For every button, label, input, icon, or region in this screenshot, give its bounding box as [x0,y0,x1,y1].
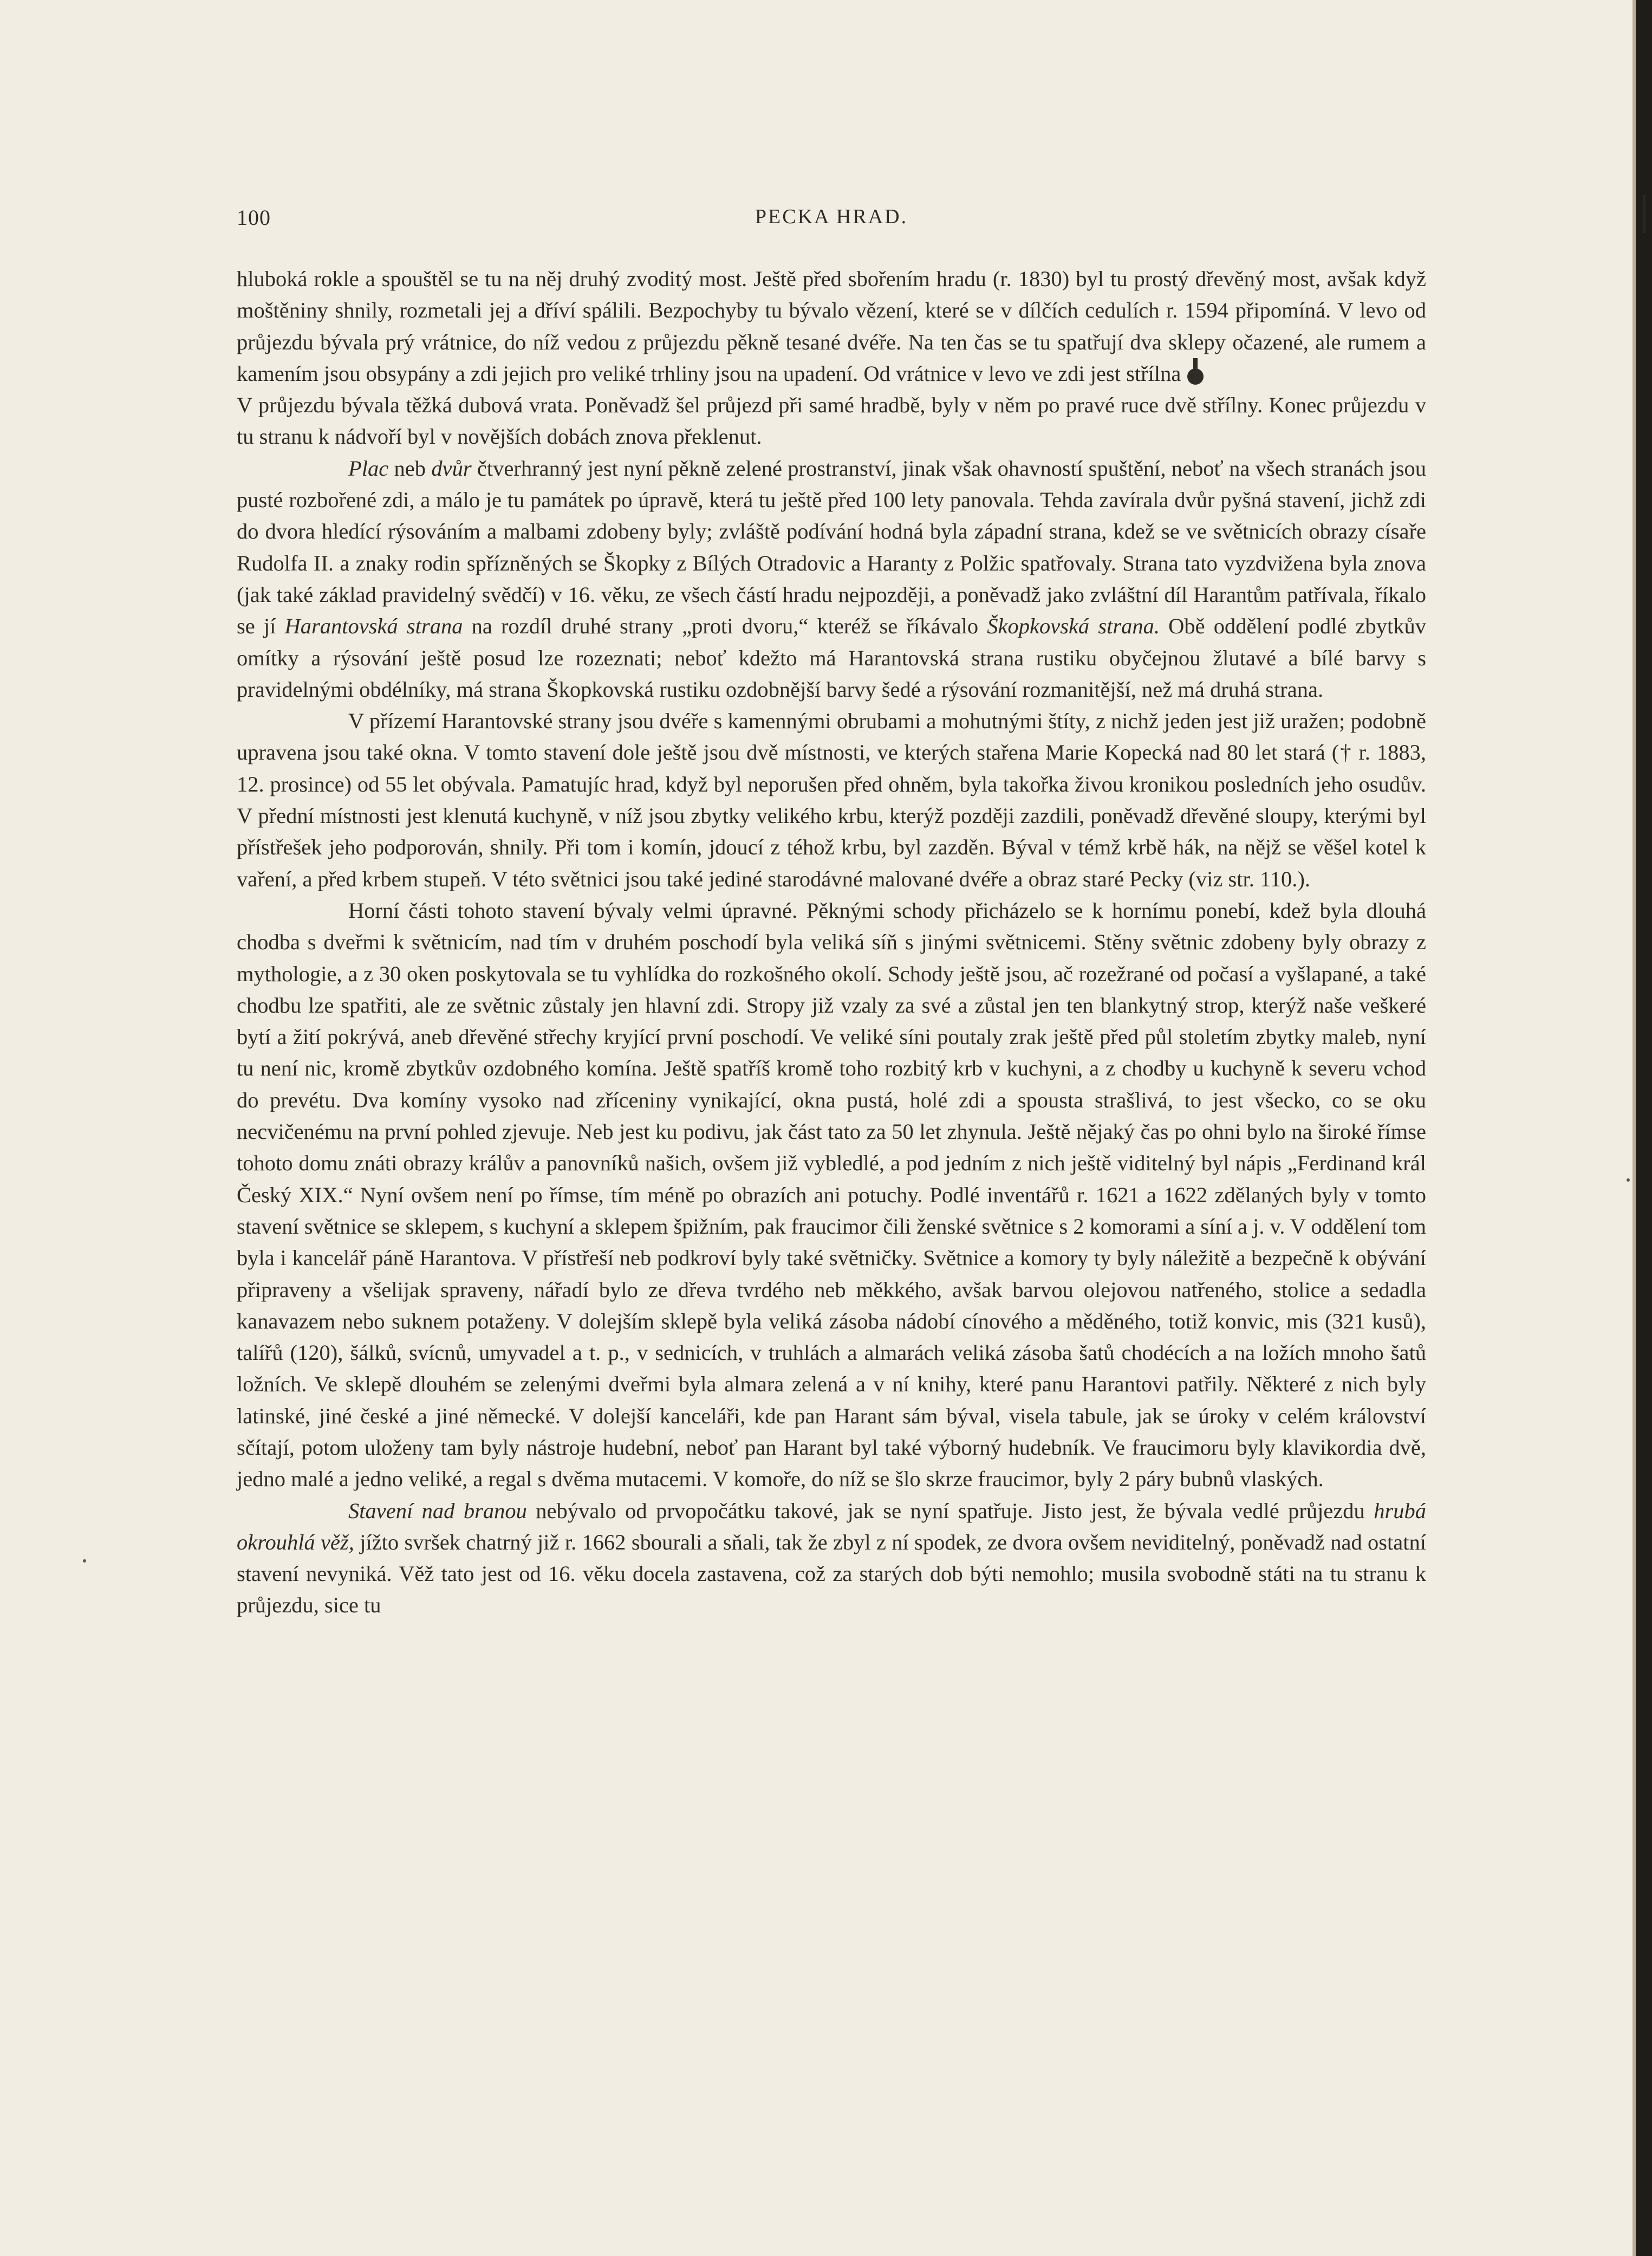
keyhole-loophole-icon [1186,358,1205,385]
italic-term: hrubá okrouhlá věž, [237,1498,1426,1554]
italic-term: Plac [348,456,389,481]
text-run: V přízemí Harantovské strany jsou dvéře s kamennými obrubami a mohutnými štíty, z nichž jeden jest již uražen; podobně upravena jsou také okna. V tomto stavení dole ještě jsou dvě místnosti, ve kterých stařena Marie Kopecká nad 80 let stará († r. 1883, 12. prosince) od 55 let obývala. Pamatujíc hrad, když byl neporušen před ohněm, byla takořka živou kronikou posledních jeho osudův. V přední místnosti jest klenutá kuchyně, v níž jsou zbytky velikého krbu, kterýž později zazdili, poněvadž dřevěné sloupy, kterými byl přístřešek jeho podporován, shnily. Při tom i komín, jdoucí z téhož krbu, byl zazděn. Býval v témž krbě hák, na nějž se věšel kotel k vaření, a před krbem stupeň. V této světnici jsou také jediné starodávné malované dvéře a obraz staré Pecky (viz str. 110.). [237,709,1426,891]
text-run: na rozdíl druhé strany „proti dvoru,“ kteréž se říkávalo [463,614,987,639]
text-run: jížto svršek chatrný již r. 1662 sbourali a sňali, tak že zbyl z ní spodek, ze dvora ovšem neviditelný, poněvadž nad ostatní stavení nevyniká. Věž tato jest od 16. věku docela zastavena, což za starých dob býti nemohlo; musila svobodně státi na tu stranu k průjezdu, sice tu [237,1529,1426,1618]
page-header [237,205,1426,237]
italic-term: dvůr [431,456,472,481]
italic-term: Škopkovská strana. [987,614,1160,639]
running-head: PECKA HRAD. [755,205,908,228]
book-spine [1636,0,1652,2256]
italic-term: Stavení nad branou [348,1498,527,1523]
text-run: Obě oddělení podlé zbytkův omítky a rýsování ještě posud lze rozeznati; neboť kdežto má Harantovská strana rustiku obyčejnou žlutavé a bílé barvy s pravidelnými obdélníky, má strana Škopkovská rustiku ozdobnější barvy šedé a rýsování rozmanitější, než má druhá strana. [237,614,1426,702]
page-number: 100 [237,205,271,230]
text-run: Horní části tohoto stavení bývaly velmi úpravné. Pěknými schody přicházelo se k hornímu ponebí, kdež byla dlouhá chodba s dveřmi k světnicím, nad tím v druhém poschodí byla veliká síň s jinými světnicemi. Stěny světnic zdobeny byly obrazy z mythologie, a z 30 oken poskytovala se tu vyhlídka do rozkošného okolí. Schody ještě jsou, ač rozežrané od počasí a vyšlapané, a také chodbu lze spatřiti, ale ze světnic zůstaly jen hlavní zdi. Stropy již vzaly za své a zůstal jen ten blankytný strop, kterýž naše veškeré bytí a žití pokrývá, aneb dřevěné střechy kryjící první poschodí. Ve veliké síni poutaly zrak ještě před půl stoletím zbytky maleb, nyní tu není nic, kromě zbytkův ozdobného komína. Ještě spatříš kromě toho rozbitý krb v kuchyni, a z chodby u kuchyně k severu vchod do prevétu. Dva komíny vysoko nad zříceniny vynikající, okna pustá, holé zdi a spousta strašlivá, to jest všecko, co se oku necvičenému na první pohled zjevuje. Neb jest ku podivu, jak část tato za 50 let zhynula. Ještě nějaký čas po ohni bylo na široké římse tohoto domu znáti obrazy králův a panovníků našich, ovšem již vybledlé, a pod jedním z nich ještě viditelný byl nápis „Ferdinand král Český XIX.“ Nyní ovšem není po římse, tím méně po obrazích ani potuchy. Podlé inventářů r. 1621 a 1622 zdělaných byly v tomto stavení světnice se sklepem, s kuchyní a sklepem špižním, pak fraucimor čili ženské světnice s 2 komorami a síní a j. v. V oddělení tom byla i kancelář páně Harantova. V přístřeší neb podkroví byly také světničky. Světnice a komory ty byly náležitě a bezpečně k obývání připraveny a všelijak spraveny, nářadí bylo ze dřeva tvrdého neb měkkého, avšak barvou olejovou natřeného, stolice a sedadla kanavazem nebo suknem potaženy. V dolejším sklepě byla veliká zásoba nádobí cínového a měděného, totiž konvic, mis (321 kusů), talířů (120), šálků, svícnů, umyvadel a t. p., v sednicích, v truhlách a almarách veliká zásoba šatů chodécích a na ložích mnoho šatů ložních. Ve sklepě dlouhém se zelenými dveřmi byla almara zelená a v ní knihy, které panu Harantovi patřily. Některé z nich byly latinské, jiné české a jiné německé. V dolejší kanceláři, kde pan Harant sám býval, visela tabule, jak se úroky v celém království sčítají, potom uloženy tam byly nástroje hudební, neboť pan Harant byl také výborný hudebník. Ve fraucimoru byly klavikordia dvě, jedno malé a jedno veliké, a regal s dvěma mutacemi. V komoře, do níž se šlo skrze fraucimor, byly 2 páry bubnů vlaských. [237,898,1426,1492]
text-run: čtverhranný jest nyní pěkně zelené prostranství, jinak však ohavností spuštění, neboť na všech stranách jsou pusté rozbořené zdi, a málo je tu památek po úpravě, která tu ještě před 100 lety panovala. Tehda zavírala dvůr pyšná stavení, jichž zdi do dvora hledící rýsováním a malbami zdobeny byly; zvláště podívání hodná byla západní strana, kdež se ve světnicích obrazy císaře Rudolfa II. a znaky rodin spřízněných se Škopky z Bílých Otradovic a Haranty z Polžic spatřovaly. Strana tato vyzdvižena byla znova (jak také základ pravidelný svědčí) v 16. věku, ze všech částí hradu nejpozději, a poněvadž jako zvláštní díl Harantům patřívala, říkalo se jí [237,456,1426,639]
text-run: V průjezdu bývala těžká dubová vrata. Poněvadž šel průjezd při samé hradbě, byly v něm po pravé ruce dvě střílny. Konec průjezdu v tu stranu k nádvoří byl v novějších dobách znova překlenut. [237,393,1426,449]
text-run: neb [388,456,432,481]
text-run: nebývalo od prvopočátku takové, jak se nyní spatřuje. Jisto jest, že bývala vedlé průjezdu [526,1498,1374,1523]
stray-ink-mark [83,1559,86,1563]
paragraph-5 [237,1495,1426,1622]
body-text [237,263,1426,1622]
stray-ink-mark [1627,1178,1630,1182]
paragraph-3 [237,705,1426,895]
paragraph-1 [237,263,1426,453]
paragraph-4 [237,895,1426,1495]
edge-mark [1643,195,1646,233]
text-run: hluboká rokle a spouštěl se tu na něj druhý zvoditý most. Ještě před sbořením hradu (r. 1830) byl tu prostý dřevěný most, avšak když moštěniny shnily, rozmetali jej a dříví spálili. Bezpochyby tu bývalo vězení, které se v dílčích cedulích r. 1594 připomíná. V levo od průjezdu bývala prý vrátnice, do níž vedou z průjezdu pěkně tesané dvéře. Na ten čas se tu spatřují dva sklepy očazené, ale rumem a kamením jsou obsypány a zdi jejich pro veliké trhliny jsou na upadení. Od vrátnice v levo ve zdi jest střílna [237,267,1426,386]
italic-term: Harantovská strana [284,614,463,639]
paragraph-2 [237,453,1426,705]
